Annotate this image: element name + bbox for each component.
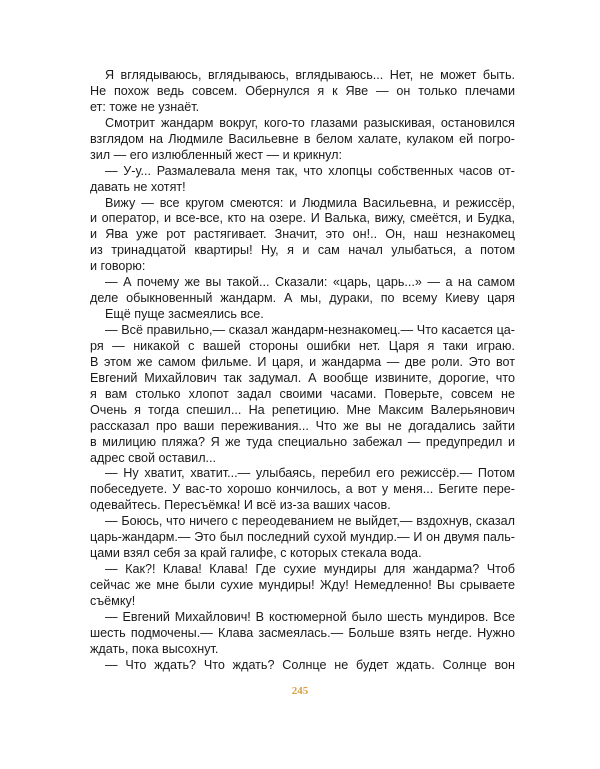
text-line: и говорю: [90,259,146,274]
page-number: 245 [291,685,309,697]
paragraph [90,196,515,276]
text-line: рассказал про ваши переживания... Что же вы не догадались зайти [90,418,515,433]
text-line: В этом же самом фильме. И царя, и жандарма — две роли. Это вот [90,354,515,369]
text-line: ждать, пока высохнут. [90,641,219,656]
text-line: — Евгений Михайлович! В костюмерной было шесть мундиров. Все [105,609,515,624]
paragraph [90,562,515,610]
text-line: Не похож ведь совсем. Обернулся я к Яве — он только плечами [90,83,515,98]
text-line: Смотрит жандарм вокруг, кого-то глазами разыскивая, остановился [105,115,515,130]
paragraph [90,164,515,196]
text-line: — У-у... Размалевала меня так, что хлопцы собственных часов от- [105,163,515,178]
text-line: — А почему же вы такой... Сказали: «царь, царь...» — а на самом [105,275,515,290]
text-line: побеседуете. У вас-то хорошо кончилось, а вот у меня... Бегите пере- [90,482,515,497]
text-line: Я вглядываюсь, вглядываюсь, вглядываюсь... Нет, не может быть. [105,68,515,82]
text-line: и оператор, и все-все, кто на озере. И Валька, вижу, смеётся, и Будка, [90,211,515,226]
text-line: взглядом на Людмиле Васильевне в белом халате, кулаком ей погро- [90,131,515,146]
paragraph [90,323,515,466]
paragraph [90,658,515,674]
text-line: — Что ждать? Что ждать? Солнце не будет ждать. Солнце вон [105,657,515,672]
text-line: одевайтесь. Пересъёмка! И всё из-за ваших часов. [90,498,391,513]
paragraph [90,466,515,514]
text-line: из тринадцатой квартиры! Ну, я и сам начал улыбаться, а потом [90,243,515,258]
text-line: и Ява уже рот растягивает. Значит, это он!.. Он, наш незнакомец [90,227,515,242]
paragraph [90,275,515,307]
paragraph [90,68,515,116]
text-line: Вижу — все кругом смеются: и Людмила Васильевна, и режиссёр, [105,195,515,210]
text-line: — Всё правильно,— сказал жандарм-незнакомец.— Что касается ца- [105,323,515,337]
text-line: давать не хотят! [90,179,186,194]
text-line: ет: тоже не узнаёт. [90,99,200,114]
text-line: съёмку! [90,593,136,608]
paragraph [90,307,515,323]
text-line: Ещё пуще засмеялись все. [105,307,264,322]
text-line: шесть подмочены.— Клава засмеялась.— Больше взять негде. Нужно [90,625,515,640]
body-text [90,68,515,674]
text-line: я вам столько хлопот задал своими часами. Поверьте, совсем не [90,386,515,401]
text-line: Евгений Михайлович так задумал. А вообще извините, дорогие, что [90,370,515,385]
text-line: — Как?! Клава! Клава! Где сухие мундиры для жандарма? Чтоб [105,562,515,577]
text-line: адрес свой оставил... [90,450,217,465]
text-line: сейчас же мне были сухие мундиры! Жду! Немедленно! Вы срываете [90,578,515,592]
paragraph [90,116,515,164]
text-line: цами взял себя за край галифе, с которых стекала вода. [90,546,422,561]
paragraph [90,610,515,658]
text-line: в милицию пляжа? Я же туда специально забежал — предупредил и [90,434,515,449]
paragraph [90,514,515,562]
text-line: — Боюсь, что ничего с переодеванием не выйдет,— вздохнув, сказал [105,514,515,529]
text-line: ря — никакой с вашей стороны ошибки нет. Царя я таки играю. [90,338,515,353]
text-line: Очень я тогда спешил... На репетицию. Мне Максим Валерьянович [90,402,515,417]
text-line: деле обыкновенный жандарм. А мы, дураки, по всему Киеву царя [90,291,515,306]
text-line: зил — его излюбленный жест — и крикнул: [90,147,343,162]
text-line: — Ну хватит, хватит...— улыбаясь, перебил его режиссёр.— Потом [105,466,515,481]
text-line: царь-жандарм.— Это был последний сухой мундир.— И он двумя паль- [90,530,515,545]
